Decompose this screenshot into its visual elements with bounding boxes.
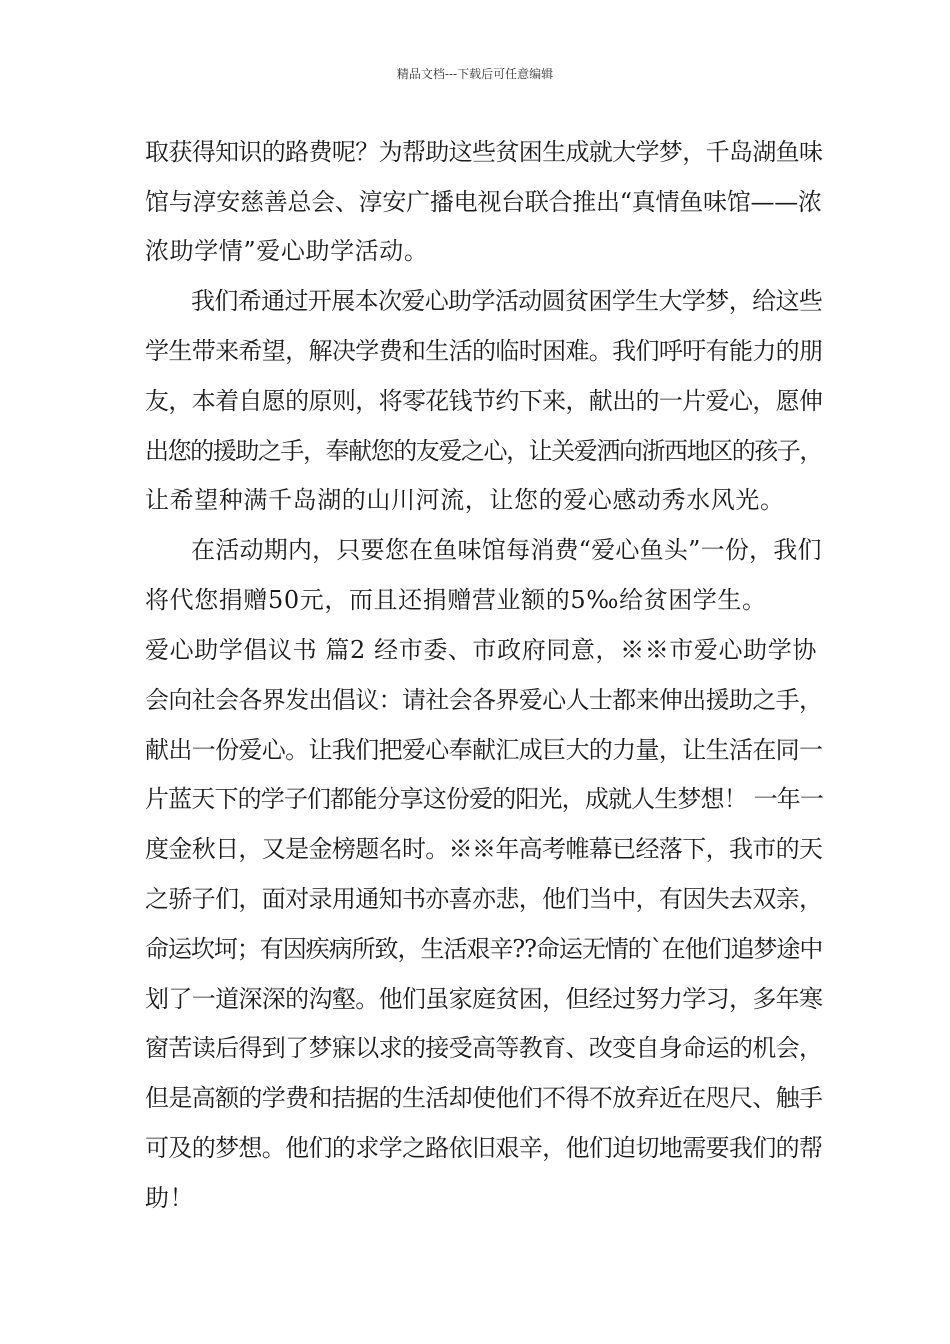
body-line-3: 浓助学情”爱心助学活动。	[145, 237, 429, 265]
body-line-6: 友，本着自愿的原则，将零花钱节约下来，献出的一片爱心，愿伸	[145, 387, 823, 415]
body-line-14: 片蓝天下的学子们都能分享这份爱的阳光，成就人生梦想！ 一年一	[145, 785, 824, 813]
body-line-12: 会向社会各界发出倡议：请社会各界爱心人士都来伸出援助之手，	[145, 686, 823, 714]
body-line-17: 命运坎坷；有因疾病所致，生活艰辛??命运无情的`在他们追梦途中	[145, 935, 823, 963]
body-line-15: 度金秋日，又是金榜题名时。※※年高考帷幕已经落下，我市的天	[145, 835, 823, 863]
body-line-11: 爱心助学倡议书 篇2 经市委、市政府同意，※※市爱心助学协	[145, 636, 817, 664]
body-line-4: 我们希通过开展本次爱心助学活动圆贫困学生大学梦，给这些	[191, 287, 823, 315]
body-line-18: 划了一道深深的沟壑。他们虽家庭贫困，但经过努力学习，多年寒	[145, 985, 823, 1013]
body-line-22: 助！	[145, 1184, 195, 1212]
body-line-10: 将代您捐赠50元，而且还捐赠营业额的5‰给贫困学生。	[145, 586, 767, 614]
body-line-16: 之骄子们，面对录用通知书亦喜亦悲，他们当中，有因失去双亲，	[145, 885, 823, 913]
body-line-5: 学生带来希望，解决学费和生活的临时困难。我们呼吁有能力的朋	[145, 337, 823, 365]
page-header: 精品文档---下载后可任意编辑	[396, 67, 554, 81]
body-line-19: 窗苦读后得到了梦寐以求的接受高等教育、改变自身命运的机会，	[145, 1034, 823, 1062]
body-line-20: 但是高额的学费和拮据的生活却使他们不得不放弃近在咫尺、触手	[145, 1084, 823, 1112]
body-line-2: 馆与淳安慈善总会、淳安广播电视台联合推出“真情鱼味馆——浓	[145, 188, 822, 216]
body-line-9: 在活动期内，只要您在鱼味馆每消费“爱心鱼头”一份，我们	[191, 536, 822, 564]
body-line-1: 取获得知识的路费呢？为帮助这些贫困生成就大学梦，千岛湖鱼味	[145, 138, 823, 166]
body-line-21: 可及的梦想。他们的求学之路依旧艰辛，他们迫切地需要我们的帮	[145, 1134, 823, 1162]
body-line-13: 献出一份爱心。让我们把爱心奉献汇成巨大的力量，让生活在同一	[145, 736, 823, 764]
body-line-8: 让希望种满千岛湖的山川河流，让您的爱心感动秀水风光。	[145, 486, 785, 514]
body-line-7: 出您的援助之手，奉献您的友爱之心，让关爱洒向浙西地区的孩子，	[145, 437, 822, 465]
